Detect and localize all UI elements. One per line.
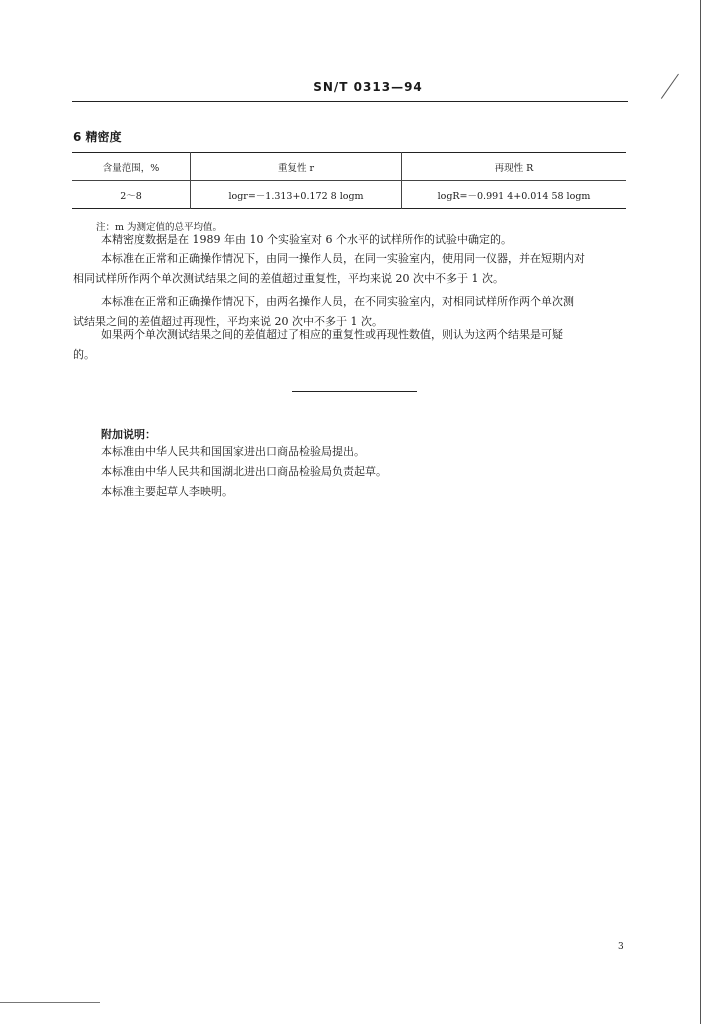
header-rule bbox=[72, 101, 628, 102]
end-rule bbox=[292, 391, 417, 392]
paragraph-line: 本标准在正常和正确操作情况下，由同一操作人员，在同一实验室内，使用同一仪器，并在短期内对 bbox=[101, 252, 585, 265]
standard-code-header: SN/T 0313—94 bbox=[313, 80, 423, 94]
col-header-reproducibility: 再现性 R bbox=[494, 162, 534, 174]
scan-edge-line bbox=[0, 1002, 100, 1003]
col-header-content-range: 含量范围，% bbox=[72, 153, 191, 181]
page-number: 3 bbox=[618, 942, 624, 952]
table-note: 注：m 为测定值的总平均值。 bbox=[96, 222, 223, 233]
appendix-title: 附加说明： bbox=[101, 428, 156, 441]
paragraph-suspect-result bbox=[73, 325, 629, 365]
paragraph-line: 试结果之间的差值超过再现性，平均来说 20 次中不多于 1 次。 bbox=[73, 315, 383, 328]
appendix-line: 本标准由中华人民共和国湖北进出口商品检验局负责起草。 bbox=[101, 465, 387, 478]
paragraph-line: 本标准在正常和正确操作情况下，由两名操作人员，在不同实验室内，对相同试样所作两个单次测 bbox=[101, 295, 574, 308]
appendix-line: 本标准主要起草人李映明。 bbox=[101, 485, 233, 498]
paragraph-line: 如果两个单次测试结果之间的差值超过了相应的重复性或再现性数值，则认为这两个结果是可疑 bbox=[101, 328, 563, 341]
paragraph-data-origin: 本精密度数据是在 1989 年由 10 个实验室对 6 个水平的试样所作的试验中确定的。 bbox=[101, 233, 512, 246]
table-row bbox=[72, 181, 626, 209]
col-header-repeatability: 重复性 r bbox=[191, 153, 402, 181]
precision-table bbox=[72, 152, 626, 209]
cell-repeatability: logr=－1.313+0.172 8 logm bbox=[191, 181, 402, 209]
paragraph-repeatability bbox=[73, 249, 629, 289]
paragraph-line: 相同试样所作两个单次测试结果之间的差值超过重复性，平均来说 20 次中不多于 1 次。 bbox=[73, 272, 504, 285]
appendix-line: 本标准由中华人民共和国国家进出口商品检验局提出。 bbox=[101, 445, 365, 458]
table-header-row bbox=[72, 153, 626, 181]
cell-content-range: 2～8 bbox=[72, 181, 191, 209]
section-heading: 6 精密度 bbox=[73, 130, 122, 144]
paragraph-line: 的。 bbox=[73, 348, 95, 361]
cell-reproducibility: logR=－0.991 4+0.014 58 logm bbox=[437, 190, 591, 202]
scan-edge-line bbox=[700, 0, 701, 1024]
